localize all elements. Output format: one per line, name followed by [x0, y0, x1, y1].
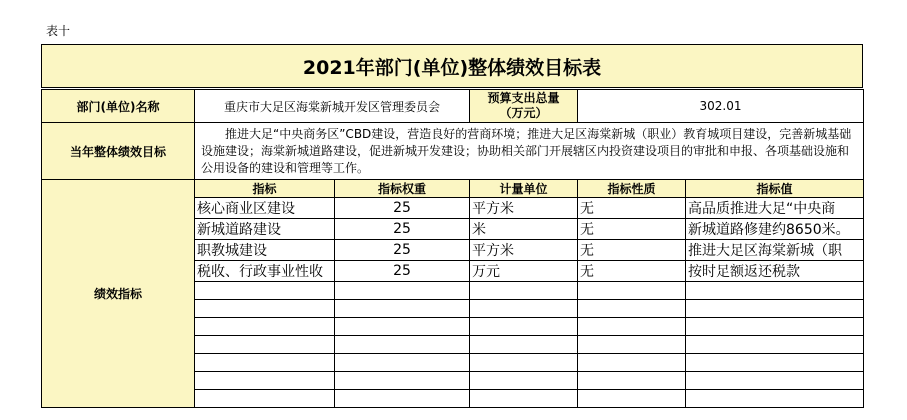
- indicator-nature: 无: [578, 240, 686, 261]
- indicator-weight: 25: [335, 198, 470, 219]
- budget-label: [470, 90, 578, 123]
- indicator-unit: 平方米: [470, 198, 578, 219]
- header-unit: 计量单位: [470, 180, 578, 198]
- table-title: [41, 44, 863, 88]
- indicator-weight: 25: [335, 261, 470, 282]
- dept-name-label: 部门(单位)名称: [42, 90, 195, 123]
- indicator-name: 新城道路建设: [195, 219, 335, 240]
- indicator-unit: 万元: [470, 261, 578, 282]
- indicator-value: 推进大足区海棠新城（职: [686, 240, 864, 261]
- department-row: [42, 90, 864, 123]
- budget-label-line1: 预算支出总量: [487, 91, 560, 105]
- header-indicator: 指标: [195, 180, 335, 198]
- indicator-nature: 无: [578, 261, 686, 282]
- table-number-label: 表十: [46, 24, 71, 38]
- indicator-unit: 平方米: [470, 240, 578, 261]
- dept-name-value: 重庆市大足区海棠新城开发区管理委员会: [195, 90, 470, 123]
- indicator-section-label: 绩效指标: [42, 180, 195, 408]
- title-text: 2021年部门(单位)整体绩效目标表: [302, 56, 602, 79]
- indicator-value: 按时足额返还税款: [686, 261, 864, 282]
- goal-text: 推进大足“中央商务区”CBD建设，营造良好的营商环境；推进大足区海棠新城（职业）教育城项目建设，完善新城基础设施建设；海棠新城道路建设，促进新城开发建设；协助相关部门开展辖区内投资建设项目的审批和申报、各项基础设施和公用设备的建设和管理等工作。: [195, 123, 864, 180]
- budget-label-line2: （万元）: [499, 106, 548, 120]
- indicator-value: 新城道路修建约8650米。: [686, 219, 864, 240]
- indicator-nature: 无: [578, 219, 686, 240]
- indicator-nature: 无: [578, 198, 686, 219]
- indicator-unit: 米: [470, 219, 578, 240]
- goal-row: [42, 123, 864, 180]
- performance-goal-table: [41, 89, 864, 408]
- indicator-header-row: [42, 180, 864, 198]
- goal-label: 当年整体绩效目标: [42, 123, 195, 180]
- header-value: 指标值: [686, 180, 864, 198]
- header-nature: 指标性质: [578, 180, 686, 198]
- header-weight: 指标权重: [335, 180, 470, 198]
- indicator-value: 高品质推进大足“中央商: [686, 198, 864, 219]
- budget-value: 302.01: [578, 90, 864, 123]
- indicator-name: 职教城建设: [195, 240, 335, 261]
- indicator-name: 核心商业区建设: [195, 198, 335, 219]
- indicator-weight: 25: [335, 240, 470, 261]
- indicator-name: 税收、行政事业性收: [195, 261, 335, 282]
- indicator-weight: 25: [335, 219, 470, 240]
